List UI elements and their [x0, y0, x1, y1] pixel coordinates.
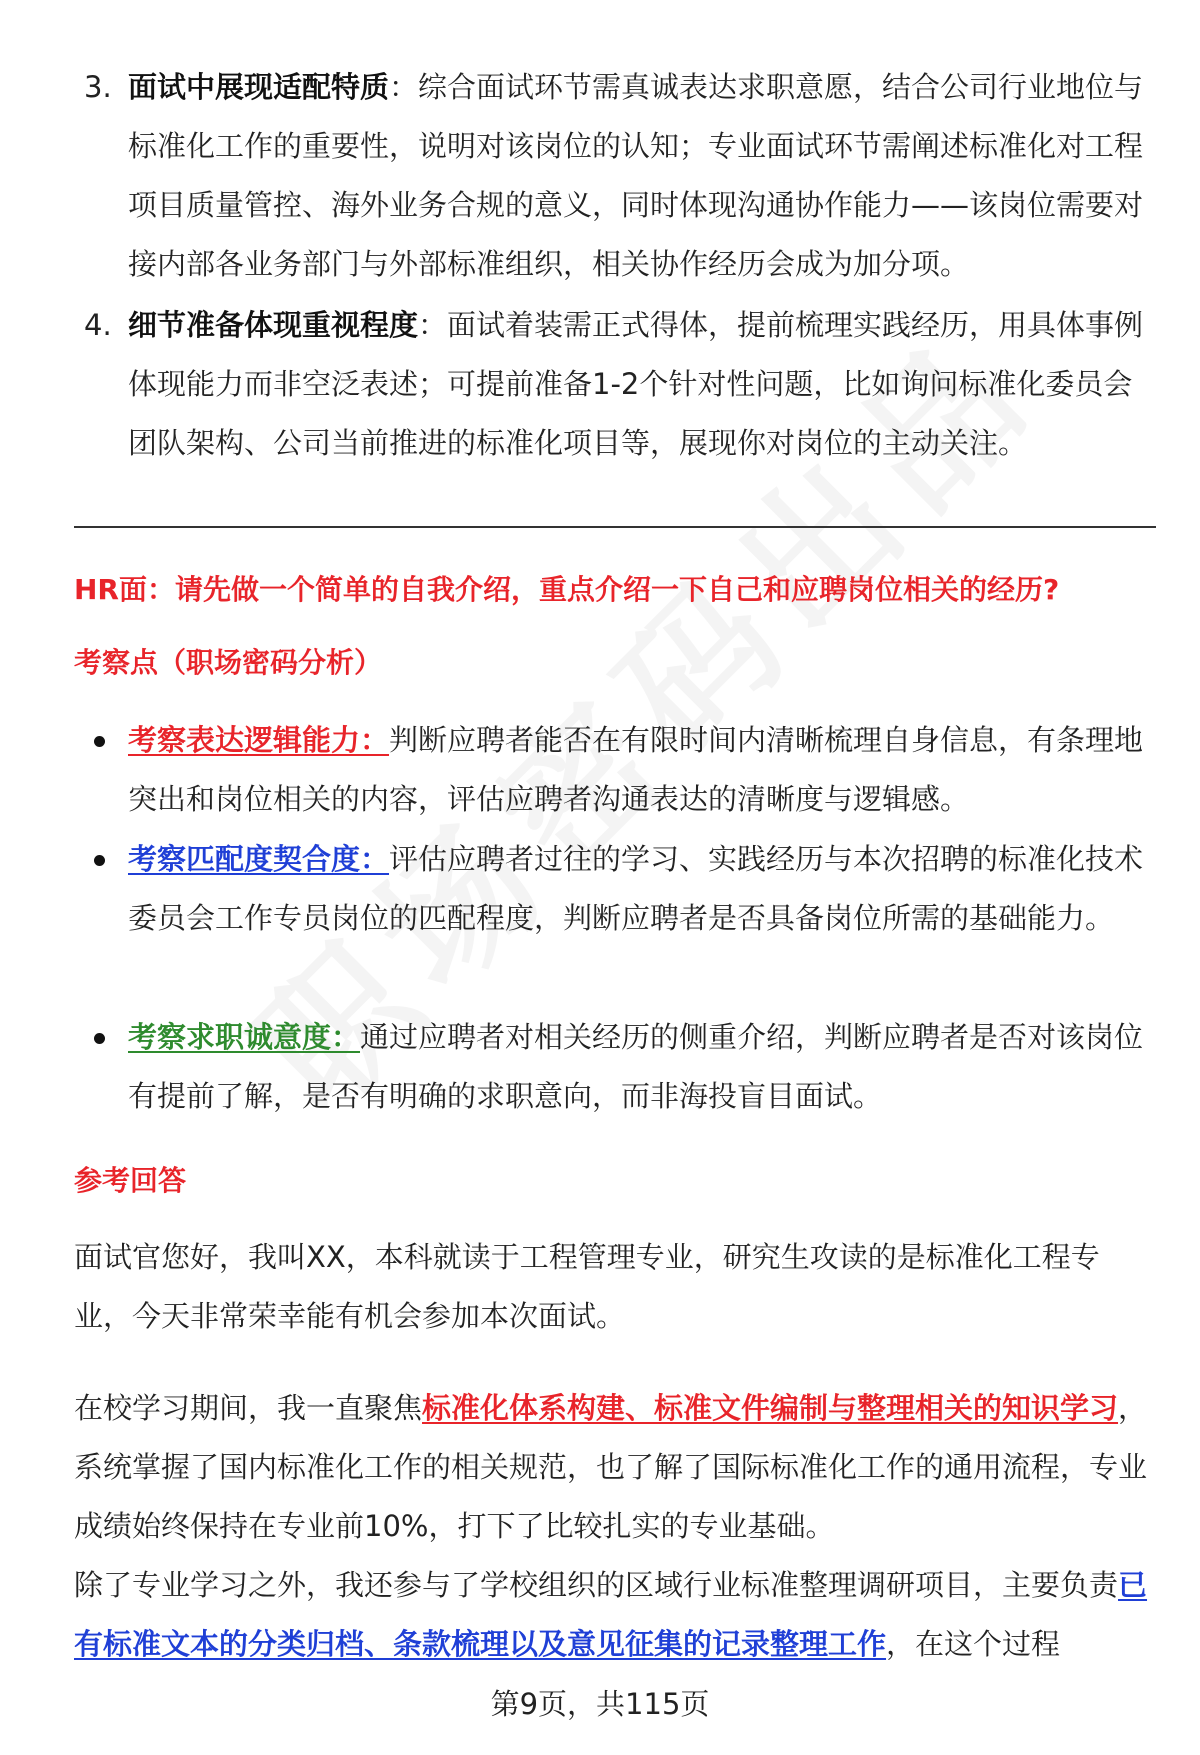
para-text: ，在这个过程	[886, 1627, 1061, 1661]
analysis-title: 考察点（职场密码分析）	[74, 646, 383, 679]
para-text: 除了专业学习之外，我还参与了学校组织的区域行业标准整理调研项目，主要负责	[74, 1568, 1119, 1602]
page-footer: 第9页，共115页	[490, 1687, 710, 1721]
bullet-text: 判断应聘者能否在有限时间内清晰梳理自身信息，有条理地突出和岗位相关的内容，评估应聘者沟通表达的清晰度与逻辑感。	[128, 723, 1144, 816]
bullet-body	[128, 1008, 1144, 1126]
bullet-dot	[94, 855, 105, 866]
highlight-blue: 已有标准文本的分类归档、条款梳理以及意见征集的记录整理工作	[74, 1568, 1148, 1661]
item-lead: 面试中展现适配特质	[128, 70, 390, 104]
bullet-keyword: 考察匹配度契合度：	[128, 842, 390, 876]
bullet-match-degree	[94, 830, 1144, 948]
para-text: 在校学习期间，我一直聚焦	[74, 1391, 423, 1425]
bullet-job-sincerity	[94, 1008, 1144, 1126]
bullet-body	[128, 830, 1144, 948]
item-text: ：综合面试环节需真诚表达求职意愿，结合公司行业地位与标准化工作的重要性，说明对该岗位的认知；专业面试环节需阐述标准化对工程项目质量管控、海外业务合规的意义，同时体现沟通协作能力——该岗位需要对接内部各业务部门与外部标准组织，相关协作经历会成为加分项。	[128, 70, 1144, 281]
para-text: ，系统掌握了国内标准化工作的相关规范，也了解了国际标准化工作的通用流程，专业成绩始终保持在专业前10%，打下了比较扎实的专业基础。	[74, 1391, 1148, 1543]
bullet-keyword: 考察表达逻辑能力：	[128, 723, 390, 757]
section-divider	[74, 526, 1156, 528]
bullet-body	[128, 711, 1144, 829]
item-text: ：面试着装需正式得体，提前梳理实践经历，用具体事例体现能力而非空泛表述；可提前准备1-2个针对性问题，比如询问标准化委员会团队架构、公司当前推进的标准化项目等，展现你对岗位的主动关注。	[128, 308, 1144, 460]
item-number: 3.	[84, 70, 112, 104]
item-lead: 细节准备体现重视程度	[128, 308, 419, 342]
item-body	[128, 296, 1144, 473]
bullet-keyword: 考察求职诚意度：	[128, 1020, 361, 1054]
bullet-text: 评估应聘者过往的学习、实践经历与本次招聘的标准化技术委员会工作专员岗位的匹配程度，判断应聘者是否具备岗位所需的基础能力。	[128, 842, 1144, 935]
hr-question: HR面：请先做一个简单的自我介绍，重点介绍一下自己和应聘岗位相关的经历?	[74, 573, 1060, 606]
answer-paragraph-3	[74, 1556, 1154, 1674]
answer-paragraph-1: 面试官您好，我叫XX，本科就读于工程管理专业，研究生攻读的是标准化工程专业，今天非常荣幸能有机会参加本次面试。	[74, 1240, 1100, 1333]
bullet-dot	[94, 1033, 105, 1044]
answer-title: 参考回答	[74, 1164, 187, 1197]
bullet-text: 通过应聘者对相关经历的侧重介绍，判断应聘者是否对该岗位有提前了解，是否有明确的求职意向，而非海投盲目面试。	[128, 1020, 1144, 1113]
bullet-dot	[94, 736, 105, 747]
item-body	[128, 58, 1144, 294]
bullet-expression-logic	[94, 711, 1144, 829]
highlight-red: 标准化体系构建、标准文件编制与整理相关的知识学习	[422, 1391, 1119, 1425]
numbered-item-3	[84, 58, 1144, 294]
numbered-item-4	[84, 296, 1144, 473]
item-number: 4.	[84, 308, 112, 342]
answer-paragraph-2	[74, 1379, 1154, 1556]
